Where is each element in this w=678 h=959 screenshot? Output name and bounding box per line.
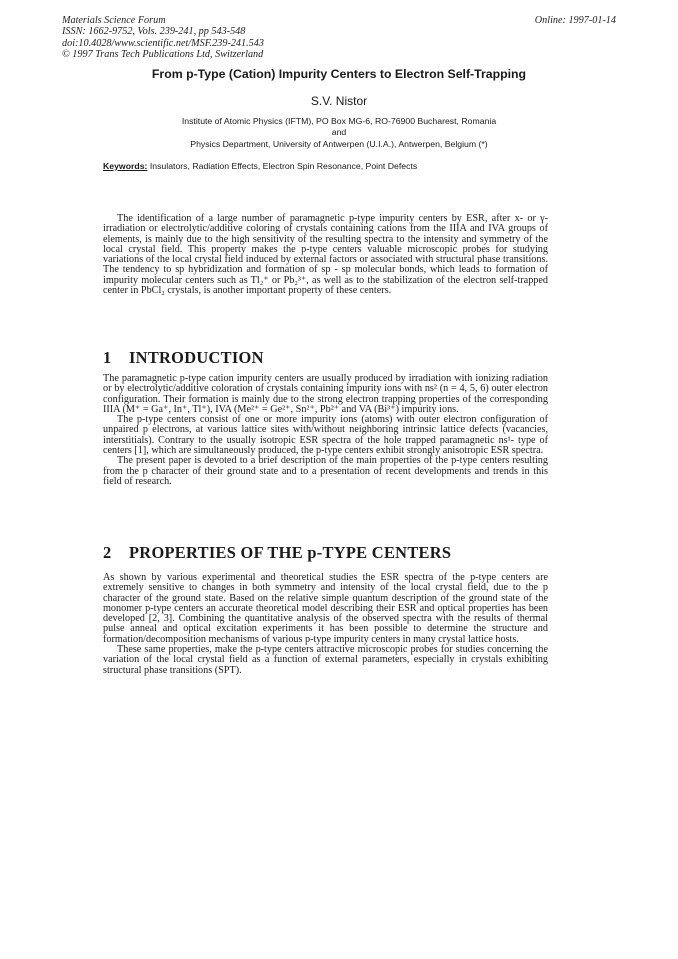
keywords-label: Keywords: [103,161,148,171]
section-1-body [103,374,548,487]
keywords-text: Insulators, Radiation Effects, Electron Spin Resonance, Point Defects [149,161,418,171]
author-name: S.V. Nistor [310,94,368,108]
affiliation [0,116,678,150]
online-date: Online: 1997-01-14 [534,15,616,26]
section-1-number: 1 [103,348,112,367]
abstract: The identification of a large number of paramagnetic p-type impurity centers by ESR, after x- or γ-irradiation or electrolytic/additive coloring of crystals containing cations from the IIIA and IVA groups of elements, is mainly due to the high sensitivity of the resulting spectra to the intensity and symmetry of the local crystal field. This property makes the p-type centers valuable microscopic probes for studying variations of the local crystal field induced by external factors or associated with structural phase transitions. The tendency to sp hybridization and formation of sp - sp molecular bonds, which leads to formation of impurity molecular centers such as Tl₂⁺ or Pb₂³⁺, as well as to the stabilization of the electron self-trapped center in PbCl₂ crystals, is another important property of these centers. [103,213,548,297]
keywords [103,161,417,171]
section-2-number: 2 [103,543,112,562]
section-2-paragraph-2: These same properties, make the p-type centers attractive microscopic probes for studies concerning the variation of the local crystal field as a function of external parameters, especially in crystals exhibiting structural phase transitions (SPT). [103,644,548,676]
section-1-paragraph-3: The present paper is devoted to a brief description of the main properties of the p-type centers resulting from the p character of their ground state and to a presentation of recent developments and trends in this field of research. [103,455,548,487]
issn-line: ISSN: 1662-9752, Vols. 239-241, pp 543-548 [62,26,246,38]
affiliation-line-3: Physics Department, University of Antwerpen (U.I.A.), Antwerpen, Belgium (*) [190,138,488,149]
journal-name: Materials Science Forum [62,15,166,26]
affiliation-line-1: Institute of Atomic Physics (IFTM), PO Box MG-6, RO-76900 Bucharest, Romania [181,116,497,126]
section-2-title: PROPERTIES OF THE p-TYPE CENTERS [129,543,452,562]
section-2-body [103,573,548,676]
section-1-heading [103,348,264,368]
section-1-paragraph-2: The p-type centers consist of one or more impurity ions (atoms) with outer electron configuration of unpaired p electrons, at various lattice sites with/without neighboring intrinsic lattice defects (vacancies, interstitials). Contrary to the usually isotropic ESR spectra of the hole trapped paramagnetic ns¹- type of centers [1], which are simultaneously produced, the p-type centers exhibit strongly anisotropic ESR spectra. [103,414,548,457]
copyright-line: © 1997 Trans Tech Publications Ltd, Switzerland [62,48,264,60]
section-2-paragraph-1: As shown by various experimental and theoretical studies the ESR spectra of the p-type centers are extremely sensitive to changes in both symmetry and intensity of the local crystal field, due to the p character of the ground state. Based on the relative simple quantum description of the ground state of the monomer p-type centers an accurate theoretical model describing their ESR and optical properties has been developed [2, 3]. Combining the quantitative analysis of the observed spectra with the results of thermal pulse anneal and optical excitation experiments it has been possible to determine the structure and formation/decomposition mechanisms of various p-type impurity centers in many crystal lattice hosts. [103,572,548,645]
affiliation-line-2: and [331,127,347,138]
journal-header [62,15,264,60]
section-2-heading [103,543,451,563]
paper-title: From p-Type (Cation) Impurity Centers to Electron Self-Trapping [151,67,527,81]
section-1-paragraph-1: The paramagnetic p-type cation impurity centers are usually produced by irradiation with ionizing radiation or by electrolytic/additive coloration of crystals containing impurity ions with ns² (n = 4, 5, 6) outer electron configuration. Their formation is mainly due to the strong electron trapping properties of the corresponding IIIA (M⁺ = Ga⁺, In⁺, Tl⁺), IVA (Me²⁺ = Ge²⁺, Sn²⁺, Pb²⁺ and VA (Bi³⁺) impurity ions. [103,373,548,415]
section-1-title: INTRODUCTION [129,348,264,367]
doi-line[interactable]: doi:10.4028/www.scientific.net/MSF.239-241.543 [62,37,264,49]
